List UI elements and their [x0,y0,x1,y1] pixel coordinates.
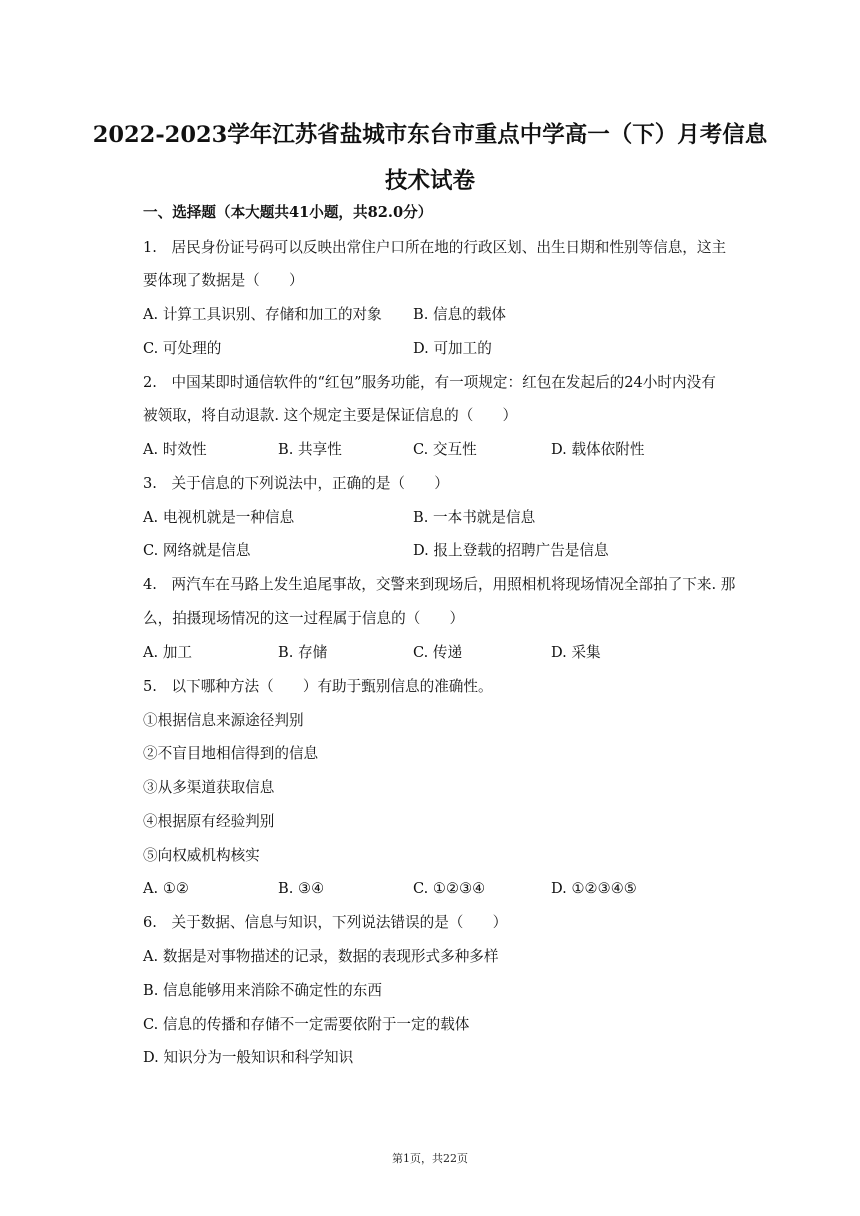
question-6-line-1: 6. 关于数据、信息与知识，下列说法错误的是（ ） [143,914,508,931]
question-5-option-d: D. ①②③④⑤ [551,880,637,897]
question-1-option-d: D. 可加工的 [413,340,492,357]
question-6-option-c: C. 信息的传播和存储不一定需要依附于一定的载体 [143,1016,470,1033]
question-5-option-a: A. ①② [143,880,189,897]
question-1-option-b: B. 信息的载体 [413,306,506,323]
question-5-line-1: 5. 以下哪种方法（ ）有助于甄别信息的准确性。 [143,678,493,695]
question-3-option-a: A. 电视机就是一种信息 [143,509,295,526]
question-5-statement-4: ④根据原有经验判别 [143,813,275,830]
question-5-statement-2: ②不盲目地相信得到的信息 [143,745,319,762]
question-1-line-2: 要体现了数据是（ ） [143,272,304,289]
question-4-option-d: D. 采集 [551,644,601,661]
question-3-option-b: B. 一本书就是信息 [413,509,536,526]
question-2-line-1: 2. 中国某即时通信软件的“红包”服务功能，有一项规定：红包在发起后的24小时内没有 [143,374,716,391]
exam-title: 2022-2023学年江苏省盐城市东台市重点中学高一（下）月考信息技术试卷 [92,122,768,194]
question-4-option-a: A. 加工 [143,644,193,661]
question-5-option-c: C. ①②③④ [413,880,486,897]
question-4-line-2: 么，拍摄现场情况的这一过程属于信息的（ ） [143,610,465,627]
section-header: 一、选择题（本大题共41小题，共82.0分） [143,204,433,221]
question-5-statement-1: ①根据信息来源途径判别 [143,712,304,729]
question-2-line-2: 被领取，将自动退款. 这个规定主要是保证信息的（ ） [143,407,518,424]
question-6-option-a: A. 数据是对事物描述的记录，数据的表现形式多种多样 [143,948,499,965]
question-2-option-b: B. 共享性 [278,441,342,458]
question-5-option-b: B. ③④ [278,880,325,897]
question-4-line-1: 4. 两汽车在马路上发生追尾事故，交警来到现场后，用照相机将现场情况全部拍了下来. 那 [143,576,736,593]
question-2-option-d: D. 载体依附性 [551,441,645,458]
question-2-option-a: A. 时效性 [143,441,207,458]
page-footer: 第1页，共22页 [392,1152,468,1165]
question-4-option-c: C. 传递 [413,644,463,661]
question-5-statement-5: ⑤向权威机构核实 [143,847,260,864]
question-1-option-c: C. 可处理的 [143,340,222,357]
question-1-option-a: A. 计算工具识别、存储和加工的对象 [143,306,382,323]
question-3-option-d: D. 报上登载的招聘广告是信息 [413,542,609,559]
question-4-option-b: B. 存储 [278,644,328,661]
question-5-statement-3: ③从多渠道获取信息 [143,779,275,796]
question-3-line-1: 3. 关于信息的下列说法中，正确的是（ ） [143,475,449,492]
question-1-line-1: 1. 居民身份证号码可以反映出常住户口所在地的行政区划、出生日期和性别等信息，这主 [143,239,727,256]
question-6-option-b: B. 信息能够用来消除不确定性的东西 [143,982,382,999]
question-6-option-d: D. 知识分为一般知识和科学知识 [143,1049,354,1066]
question-3-option-c: C. 网络就是信息 [143,542,251,559]
question-2-option-c: C. 交互性 [413,441,477,458]
